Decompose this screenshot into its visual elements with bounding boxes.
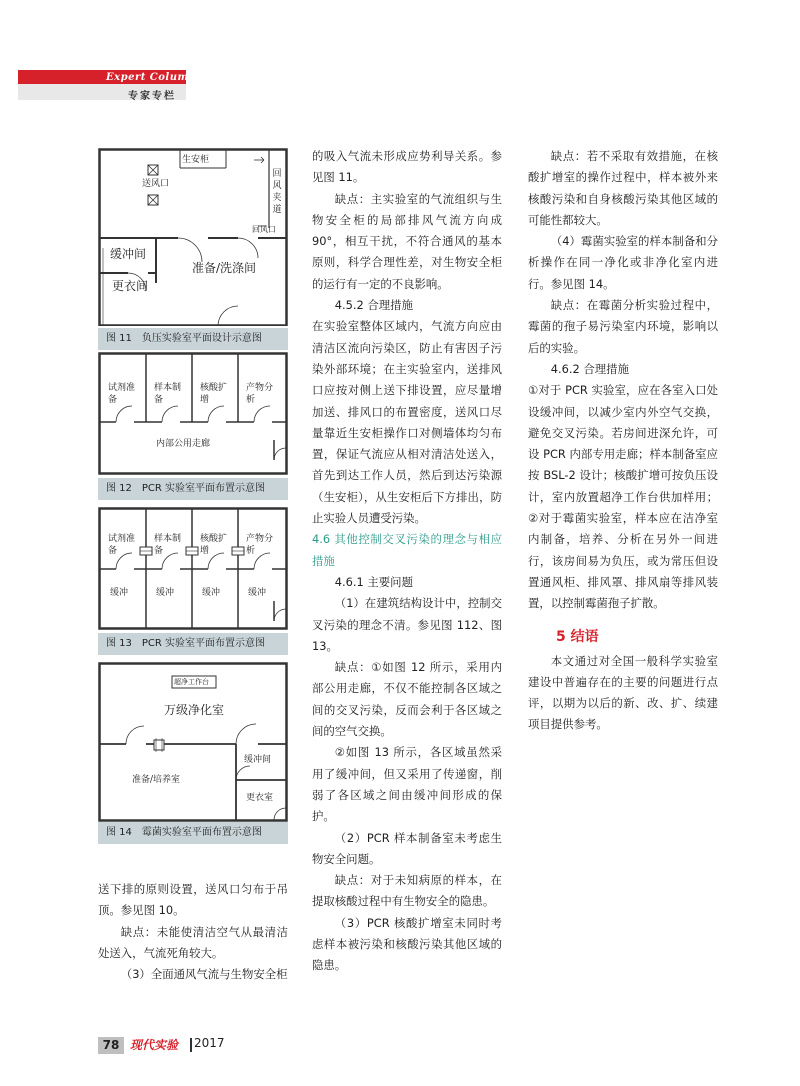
- room-buffer-1: 缓冲: [110, 588, 129, 598]
- journal-name: 现代实验: [130, 1038, 179, 1052]
- room-sample-prep: 样本制备: [154, 534, 182, 556]
- paragraph: ①对于 PCR 实验室，应在各室入口处设缓冲间，以减少室内外空气交换，避免交叉污染。若房间进深允许，可设 PCR 内部专用走廊；样本制备室应按 BSL-2 设计；核酸扩增可按负压设计，室内放置超净工作台供加样用；②对于霉菌实验室，样本应在洁净室内制备，培养、分析在另外一间进行，该房间易为负压，或为常压但设置通风柜、排风罩、排风扇等排风装置，以控制霉菌孢子扩散。: [528, 383, 718, 611]
- label-biosafety-cabinet: 生安柜: [182, 155, 210, 165]
- paragraph: 缺点：若不采取有效措施，在核酸扩增室的操作过程中，样本被外来核酸污染和自身核酸污染其他区域的可能性都较大。: [528, 149, 718, 227]
- paragraph: （4）霉菌实验室的样本制备和分析操作在同一净化或非净化室内进行。参见图 14。: [528, 234, 718, 291]
- figure-11-caption: 图 11 负压实验室平面设计示意图: [98, 328, 288, 350]
- room-product-analysis: 产物分析: [246, 383, 274, 405]
- label-clean-room: 万级净化室: [164, 703, 225, 717]
- paragraph: （3）PCR 核酸扩增室未同时考虑样本被污染和核酸污染其他区域的隐患。: [312, 915, 502, 973]
- room-buffer-4: 缓冲: [248, 588, 267, 598]
- figure-13-floorplan: [98, 507, 288, 631]
- paragraph: ②如图 13 所示，各区域虽然采用了缓冲间，但又采用了传递窗，削弱了各区域之间由缓冲间形成的保护。: [312, 745, 502, 824]
- label-prep-culture-room: 准备/培养室: [132, 775, 181, 785]
- text-column-1: [98, 879, 288, 985]
- section-heading-conclusion: 5 结语: [556, 628, 599, 645]
- paragraph: 缺点：对于未知病原的样本，在提取核酸过程中有生物安全的隐患。: [312, 873, 502, 909]
- room-sample-prep: 样本制备: [154, 383, 182, 405]
- paragraph: 送下排的原则设置，送风口匀布于吊顶。参见图 10。: [98, 882, 288, 918]
- paragraph: （3）全面通风气流与生物安全柜: [120, 967, 288, 982]
- subsection-heading: 4.6.1 主要问题: [334, 574, 413, 589]
- subsection-heading: 4.6.2 合理措施: [550, 361, 629, 376]
- paragraph: 本文通过对全国一般科学实验室建设中普遍存在的主要的问题进行点评，以期为以后的新、改、扩、续建项目提供参考。: [528, 653, 718, 732]
- figure-14-caption: 图 14 霉菌实验室平面布置示意图: [98, 822, 288, 844]
- paragraph: 缺点：未能使清洁空气从最清洁处送入，气流死角较大。: [98, 924, 288, 960]
- figure-11-floorplan: [98, 148, 288, 326]
- paragraph: 的吸入气流未形成应势利导关系。参见图 11。: [312, 149, 502, 185]
- text-column-2: [312, 146, 502, 977]
- label-prep-wash-room: 准备/洗涤间: [192, 261, 257, 275]
- room-amplification: 核酸扩增: [200, 534, 228, 556]
- label-buffer-room: 缓冲间: [244, 755, 272, 765]
- room-reagent-prep: 试剂准备: [108, 383, 136, 405]
- paragraph: （2）PCR 样本制备室未考虑生物安全问题。: [312, 830, 502, 866]
- room-product-analysis: 产物分析: [246, 534, 274, 556]
- label-buffer-room: 缓冲间: [110, 247, 147, 261]
- text-column-3: [528, 146, 718, 736]
- page-number: 78: [98, 1037, 124, 1054]
- label-return-duct: 回风夹道: [272, 169, 282, 215]
- figure-12-caption: 图 12 PCR 实验室平面布置示意图: [98, 478, 288, 500]
- figure-13-caption: 图 13 PCR 实验室平面布置示意图: [98, 633, 288, 655]
- label-internal-corridor: 内部公用走廊: [156, 439, 211, 449]
- label-changing-room: 更衣间: [112, 279, 149, 293]
- label-changing-room: 更衣室: [246, 793, 274, 803]
- room-buffer-2: 缓冲: [156, 588, 175, 598]
- footer-divider: [190, 1038, 192, 1052]
- paragraph: 缺点：①如图 12 所示，采用内部公用走廊，不仅不能控制各区域之间的交叉污染，反而会利于各区域之间的空气交换。: [312, 660, 502, 739]
- paragraph: 缺点：在霉菌分析实验过程中，霉菌的孢子易污染室内环境，影响以后的实验。: [528, 298, 718, 355]
- room-amplification: 核酸扩增: [200, 383, 228, 405]
- figure-14: [98, 662, 288, 852]
- figure-12: [98, 352, 288, 502]
- section-heading: 4.6 其他控制交叉污染的理念与相应措施: [312, 532, 502, 568]
- figure-11: [98, 148, 288, 348]
- column-title-en: Expert Column: [106, 72, 197, 83]
- publication-year: 2017: [194, 1036, 225, 1050]
- figure-13: [98, 507, 288, 657]
- room-reagent-prep: 试剂准备: [108, 534, 136, 556]
- paragraph: 缺点：主实验室的气流组织与生物安全柜的局部排风气流方向成 90°，相互干扰，不符合通风的基本原则，科学合理性差，对生物安全柜的运行有一定的不良影响。: [312, 191, 502, 291]
- subsection-heading: 4.5.2 合理措施: [334, 298, 413, 313]
- room-buffer-3: 缓冲: [202, 588, 221, 598]
- paragraph: 在实验室整体区域内，气流方向应由清洁区流向污染区，防止有害因子污染外部环境；在主实验室内，送排风口应按对侧上送下排设置，应尽量增加送、排风口的布置密度，送风口尽量靠近生安柜操作口对侧墙体均匀布置，保证气流应从相对清洁处送入，首先到达工作人员，然后到达污染源（生安柜），从生安柜后下方排出，防止实验人员遭受污染。: [312, 319, 502, 526]
- column-title-cn: 专家专栏: [128, 91, 176, 102]
- label-supply-vent: 送风口: [142, 179, 170, 189]
- label-return-vent: 回风口: [252, 225, 276, 234]
- label-clean-bench: 超净工作台: [174, 678, 209, 686]
- paragraph: （1）在建筑结构设计中，控制交叉污染的理念不清。参见图 112、图 13。: [312, 596, 502, 653]
- figure-12-floorplan: [98, 352, 288, 476]
